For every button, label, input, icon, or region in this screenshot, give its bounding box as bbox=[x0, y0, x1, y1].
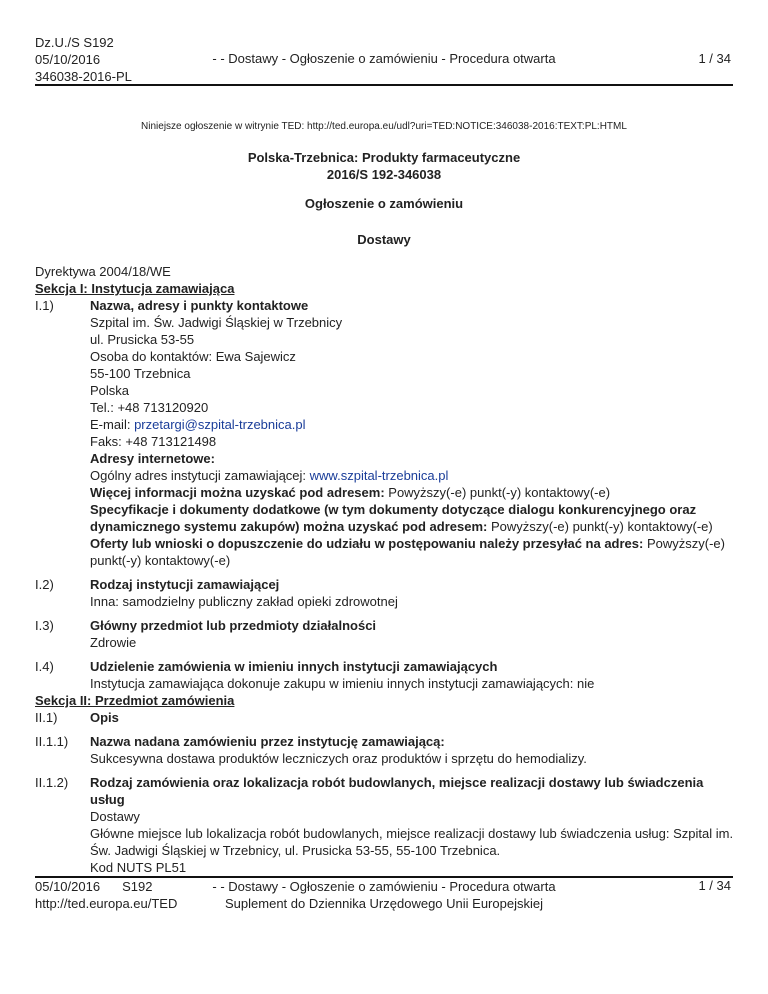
section-i2 bbox=[35, 576, 735, 610]
section-number: II.1.1) bbox=[35, 734, 69, 749]
section-heading: Udzielenie zamówienia w imieniu innych instytucji zamawiających bbox=[90, 659, 498, 674]
section-number: I.2) bbox=[35, 577, 54, 592]
section-ii11 bbox=[35, 733, 735, 767]
footer-url[interactable]: http://ted.europa.eu/TED bbox=[35, 896, 178, 911]
spec-value: Powyższy(-e) punkt(-y) kontaktowy(-e) bbox=[487, 519, 713, 534]
footer-supplement: Suplement do Dziennika Urzędowego Unii Europejskiej bbox=[225, 896, 543, 911]
more-info-label: Więcej informacji można uzyskać pod adresem: bbox=[90, 485, 385, 500]
contract-type: Dostawy bbox=[90, 809, 140, 824]
footer-center bbox=[0, 878, 768, 912]
section-number: II.1.2) bbox=[35, 775, 69, 790]
document-title bbox=[0, 149, 768, 183]
section-i1 bbox=[35, 297, 735, 569]
header-journal-ref: Dz.U./S S192 bbox=[35, 35, 114, 50]
section-number: II.1) bbox=[35, 710, 58, 725]
section-ii12 bbox=[35, 774, 735, 876]
header-divider bbox=[35, 84, 733, 86]
section-number: I.3) bbox=[35, 618, 54, 633]
title-line-2: 2016/S 192-346038 bbox=[326, 167, 442, 182]
section-number: I.4) bbox=[35, 659, 54, 674]
section-heading: Opis bbox=[90, 710, 119, 725]
org-postal-city: 55-100 Trzebnica bbox=[90, 366, 191, 381]
nuts-code: Kod NUTS PL51 bbox=[90, 860, 187, 875]
org-country: Polska bbox=[90, 383, 130, 398]
section-heading: Nazwa, adresy i punkty kontaktowe bbox=[90, 298, 309, 313]
footer-date: 05/10/2016 bbox=[35, 879, 101, 894]
section-text: Sukcesywna dostawa produktów leczniczych oraz produktów i sprzętu do hemodializy. bbox=[90, 751, 587, 766]
spec-label-line-2: dynamicznego systemu zakupów) można uzyskać pod adresem: bbox=[90, 519, 488, 534]
offers-label: Oferty lub wnioski o dopuszczenie do udziału w postępowaniu należy przesyłać na adres: bbox=[90, 536, 644, 551]
section-heading-line-1: Rodzaj zamówienia oraz lokalizacja robót budowlanych, miejsce realizacji dostawy lub świadczenia bbox=[90, 775, 704, 790]
section-1-title: Sekcja I: Instytucja zamawiająca bbox=[35, 281, 235, 296]
offers-value: Powyższy(-e) bbox=[643, 536, 725, 551]
offers-line bbox=[90, 535, 735, 552]
email-link[interactable]: przetargi@szpital-trzebnica.pl bbox=[134, 417, 306, 432]
section-i4 bbox=[35, 658, 735, 692]
org-email-line bbox=[90, 416, 735, 433]
section-heading: Rodzaj instytucji zamawiającej bbox=[90, 577, 280, 592]
more-info-line bbox=[90, 484, 735, 501]
section-text: Zdrowie bbox=[90, 635, 137, 650]
org-contact-person: Osoba do kontaktów: Ewa Sajewicz bbox=[90, 349, 296, 364]
document-body bbox=[35, 263, 735, 876]
internet-heading: Adresy internetowe: bbox=[90, 451, 215, 466]
footer-title: - - Dostawy - Ogłoszenie o zamówieniu - Procedura otwarta bbox=[212, 879, 556, 894]
general-address-label: Ogólny adres instytucji zamawiającej: bbox=[90, 468, 310, 483]
offers-value-line-2: punkt(-y) kontaktowy(-e) bbox=[90, 553, 231, 568]
footer-page-number: 1 / 34 bbox=[698, 878, 731, 893]
place-line-1: Główne miejsce lub lokalizacja robót budowlanych, miejsce realizacji dostawy lub świadczenia usług: Szpital im. bbox=[90, 826, 734, 841]
spec-label-line-1: Specyfikacje i dokumenty dodatkowe (w tym dokumenty dotyczące dialogu konkurencyjnego oraz bbox=[90, 502, 697, 517]
document-category: Dostawy bbox=[357, 232, 411, 247]
document-subtitle: Ogłoszenie o zamówieniu bbox=[304, 196, 464, 211]
directive: Dyrektywa 2004/18/WE bbox=[35, 264, 171, 279]
section-2-title: Sekcja II: Przedmiot zamówienia bbox=[35, 693, 235, 708]
email-label: E-mail: bbox=[90, 417, 135, 432]
org-name: Szpital im. Św. Jadwigi Śląskiej w Trzebnicy bbox=[90, 315, 343, 330]
section-heading-line-2: usług bbox=[90, 792, 125, 807]
general-address-line bbox=[90, 467, 735, 484]
section-i3 bbox=[35, 617, 735, 651]
section-text: Inna: samodzielny publiczny zakład opieki zdrowotnej bbox=[90, 594, 398, 609]
section-text: Instytucja zamawiająca dokonuje zakupu w imieniu innych instytucji zamawiających: nie bbox=[90, 676, 595, 691]
org-fax: Faks: +48 713121498 bbox=[90, 434, 217, 449]
header-page-number: 1 / 34 bbox=[698, 51, 731, 66]
place-line-2: Św. Jadwigi Śląskiej w Trzebnicy, ul. Prusicka 53-55, 55-100 Trzebnica. bbox=[90, 843, 501, 858]
section-ii1 bbox=[35, 709, 735, 726]
header-notice-id: 346038-2016-PL bbox=[35, 69, 132, 84]
footer-code: S192 bbox=[122, 879, 153, 894]
section-heading: Nazwa nadana zamówieniu przez instytucję zamawiającą: bbox=[90, 734, 445, 749]
section-number: I.1) bbox=[35, 298, 54, 313]
title-line-1: Polska-Trzebnica: Produkty farmaceutyczne bbox=[247, 150, 521, 165]
more-info-value: Powyższy(-e) punkt(-y) kontaktowy(-e) bbox=[384, 485, 611, 500]
org-phone: Tel.: +48 713120920 bbox=[90, 400, 209, 415]
header-title: - - Dostawy - Ogłoszenie o zamówieniu - Procedura otwarta bbox=[212, 51, 556, 66]
org-street: ul. Prusicka 53-55 bbox=[90, 332, 195, 347]
spec-line-2 bbox=[90, 518, 735, 535]
website-link[interactable]: www.szpital-trzebnica.pl bbox=[309, 468, 449, 483]
header-date: 05/10/2016 bbox=[35, 52, 101, 67]
section-heading: Główny przedmiot lub przedmioty działalności bbox=[90, 618, 377, 633]
ted-notice-link[interactable]: Niniejsze ogłoszenie w witrynie TED: http://ted.europa.eu/udl?uri=TED:NOTICE:346038-2016:TEXT:PL:HTML bbox=[141, 121, 627, 132]
